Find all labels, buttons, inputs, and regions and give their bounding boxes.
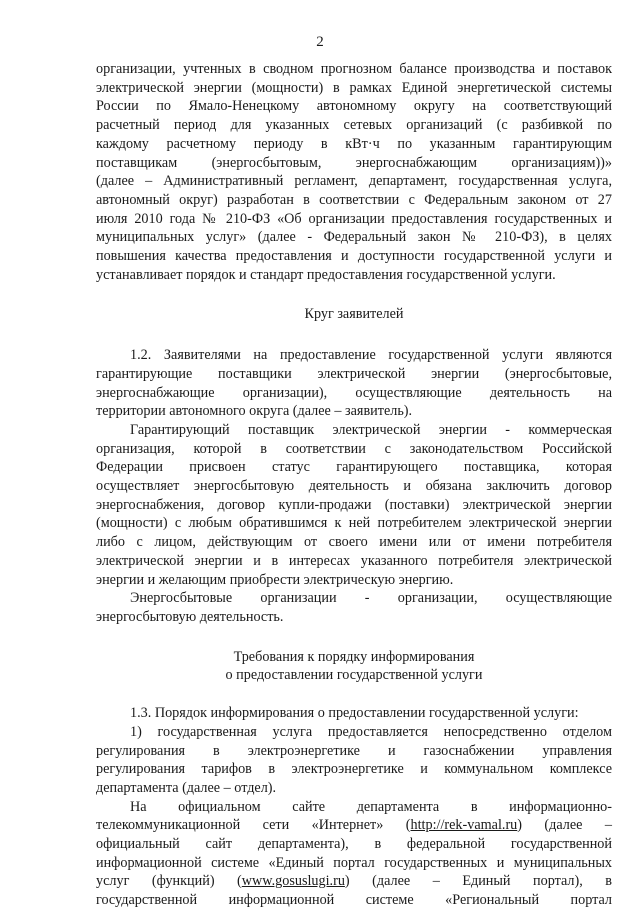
text-line: государственной информационной системе «Региональный портал (96, 892, 612, 909)
heading-line: о предоставлении государственной услуги (225, 667, 483, 684)
text-line: каждому расчетному периоду в кВт·ч по указанным гарантирующим (96, 135, 612, 152)
text-line: энергии и желающим приобрести электрическую энергию. (96, 571, 454, 588)
text-line: устанавливает порядок и стандарт предоставления государственной услуги. (96, 266, 556, 283)
text-line: Энергосбытовые организации - организации, осуществляющие (130, 590, 612, 607)
text-line: энергоснабжающие организации), осуществляющие деятельность на (96, 384, 612, 401)
text-line: регулирования в электроэнергетике и газоснабжении управления (96, 742, 612, 759)
text-line: поставщикам (энергосбытовым, энергоснабжающим организациям))» (96, 154, 612, 171)
text-line: организация, которой в соответствии с законодательством Российской (96, 440, 612, 457)
paragraph-sales-organizations (96, 589, 612, 626)
text-line: департамента (далее – отдел). (96, 779, 277, 796)
link-gosuslugi[interactable]: www.gosuslugi.ru (241, 873, 345, 890)
section-heading-requirements (96, 648, 612, 685)
text-line: электрической энергии и в интересах указанного потребителя электрической (96, 552, 612, 569)
text-line (96, 816, 612, 835)
text-line: расчетный период для указанных сетевых организаций (с разбивкой по (96, 117, 612, 134)
paragraph-official-site (96, 798, 612, 910)
text-line: энергоснабжения, договор купли-продажи (поставки) электрической энергии (96, 496, 612, 513)
text-line: электрической энергии (мощности) в рамках Единой энергетической системы (96, 79, 612, 96)
text-fragment: ) (далее – Единый портал), в (344, 873, 612, 890)
text-line: (мощности) с любым обратившимся к ней потребителем электрической энергии (96, 515, 612, 532)
text-line: территории автономного округа (далее – заявитель). (96, 403, 413, 420)
text-line: организации, учтенных в сводном прогнозном балансе производства и поставок (96, 61, 612, 77)
text-line: информационной системе «Единый портал государственных и муниципальных (96, 854, 612, 871)
text-line: России по Ямало-Ненецкому автономному округу на соответствующий (96, 98, 612, 115)
paragraph-guarantee-supplier (96, 421, 612, 589)
text-line: официальный сайт департамента), в федеральной государственной (96, 836, 612, 853)
text-fragment: услуг (функций) ( (96, 873, 242, 890)
link-rek-vamal[interactable]: http://rek-vamal.ru (410, 817, 518, 834)
document-body (96, 60, 612, 910)
text-fragment: телекоммуникационной сети «Интернет» ( (96, 817, 411, 834)
text-line: Федерации присвоен статус гарантирующего поставщика, которая (96, 459, 612, 476)
heading-line: Требования к порядку информирования (233, 648, 475, 665)
text-line: Гарантирующий поставщик электрической энергии - коммерческая (130, 421, 612, 438)
text-line: июля 2010 года № 210-ФЗ «Об организации предоставления государственных и (96, 210, 612, 227)
text-line: На официальном сайте департамента в информационно- (130, 798, 612, 815)
paragraph-1-2 (96, 346, 612, 421)
page-number: 2 (316, 34, 324, 50)
text-fragment: ) (далее – (517, 817, 612, 834)
text-line: регулирования тарифов в электроэнергетике и коммунальном комплексе (96, 761, 612, 778)
text-line: энергосбытовую деятельность. (96, 608, 284, 625)
section-heading-applicants: Круг заявителей (304, 306, 404, 323)
text-line: 1) государственная услуга предоставляется непосредственно отделом (130, 723, 612, 740)
text-line: 1.2. Заявителями на предоставление государственной услуги являются (130, 347, 612, 364)
text-line: повышения качества предоставления и доступности государственной услуги и (96, 248, 612, 265)
text-line: либо с лицом, действующим от своего имени или от имени потребителя (96, 534, 612, 551)
text-line: (далее – Административный регламент, департамент, государственная услуга, (96, 173, 612, 190)
paragraph-1-3-item-1 (96, 723, 612, 798)
paragraph-intro (96, 60, 612, 284)
paragraph-1-3 (96, 704, 612, 723)
text-line: 1.3. Порядок информирования о предоставлении государственной услуги: (130, 705, 579, 722)
text-line: гарантирующие поставщики электрической энергии (энергосбытовые, (96, 365, 612, 382)
text-line: муниципальных услуг» (далее - Федеральный закон № 210-ФЗ), в целях (96, 229, 612, 246)
text-line: автономный округ) разработан в соответствии с Федеральным законом от 27 (96, 191, 612, 208)
text-line (96, 872, 612, 891)
text-line: осуществляет энергосбытовую деятельность и обязана заключить договор (96, 478, 612, 495)
